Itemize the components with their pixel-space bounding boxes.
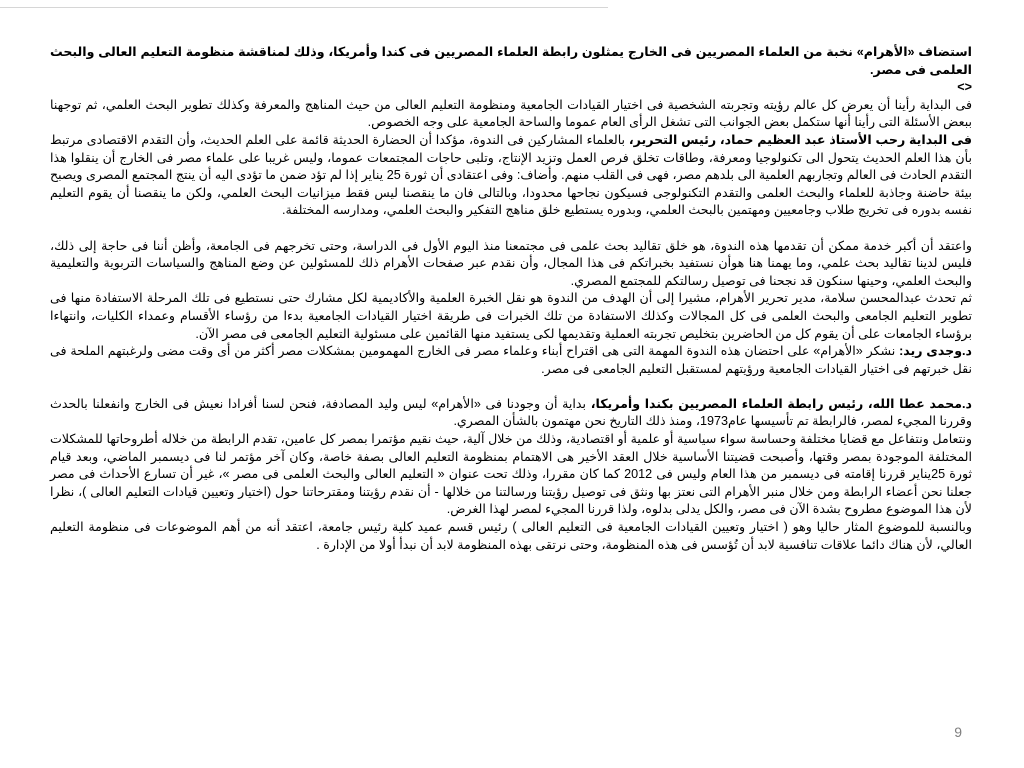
paragraph-service: واعتقد أن أكبر خدمة ممكن أن تقدمها هذه الندوة، هو خلق تقاليد بحث علمى فى مجتمعنا منذ اليوم الأول فى الدراسة، وحتى تخرجهم فى الجامعة، وأظن أننا فى حاجة إلى ذلك، فليس لدينا تقاليد بحث علمي، وما يهمنا هنا هوأن نستفيد بخبراتكم فى هذا المجال، وأن نقدم عبر صفحات الأهرام ذلك للمسئولين عن وضع المناهج والسياسات التربوية والتعليمية والبحث العلمي، وحينها سنكون قد نجحنا فى توصيل رسالتكم للمجتمع المصري. [50,238,972,288]
paragraph-reid [50,343,972,378]
page-number: 9 [954,724,962,740]
paragraph-conference: ونتعامل ونتفاعل مع قضايا مختلفة وحساسة سواء سياسية أو علمية أو اقتصادية، وذلك من خلال آلية، حيث نقيم مؤتمرا بمصر كل عامين، تقدم الرابطة من خلاله أطروحاتها للمشكلات المختلفة الموجودة بمصر وقتها، وأصبحت قضيتنا الأساسية خلال العقد الأخير هى الاهتمام بمنظومة التعليم العالى بصفة خاصة، وكان آخر مؤتمر لنا فى ديسمبر الماضي، وبعد قيام ثورة 25يناير قررنا إقامته فى ديسمبر من هذا العام وليس فى 2012 كما كان مقررا، وذلك تحت عنوان « التعليم العالى والبحث العلمى فى مصر »، غير أن تسارع الأحداث فى مصر جعلنا نحن أعضاء الرابطة ومن خلال منبر الأهرام التى نعتز بها ونثق فى توصيل رؤيتنا ورسالتنا من خلالها - أن نقدم رؤيتنا ومقترحاتنا حول (اختيار وتعيين قيادات التعليم العالى )، نظرا لأن هذا الموضوع مطروح بشدة الآن فى مصر، والكل يدلى بدلوه، ولذا قررنا المجيء لمصر لهذا الغرض. [50,432,972,517]
paragraph-text: نشكر «الأهرام» على احتضان هذه الندوة المهمة التى هى اقتراح أبناء وعلماء مصر فى الخارج المهمومين بمشكلات مصر أكثر من أى وقت مضى ولرغبتهم الملحة فى نقل خبرتهم فى اختيار القيادات الجامعية ورؤيتهم لمستقبل التعليم الجامعى فى مصر. [50,344,972,376]
article-title: استضاف «الأهرام» نخبة من العلماء المصريين فى الخارج يمثلون رابطة العلماء المصريين فى كندا وأمريكا، وذلك لمناقشة منظومة التعليم العالى والبحث العلمى فى مصر. [50,45,972,77]
paragraph-salama: ثم تحدث عبدالمحسن سلامة، مدير تحرير الأهرام، مشيرا إلى أن الهدف من الندوة هو نقل الخبرة العلمية والأكاديمية لكل مشارك حتى نستطيع فى تلك المرحلة الاستفادة منها فى تطوير التعليم الجامعى والبحث العلمى فى كل المجالات وكذلك الاستفادة من تلك الخبرات فى طريقة اختيار القيادات الجامعية بدءا من رؤساء الأقسام وعمداء الكليات، وانتهاءا برؤساء الجامعات على أن يقوم كل من الحاضرين بتخليص تجربته العملية وتقديمها لكى يستفيد منها القائمين على مسئولية التعليم الجامعى فى مصر الآن. [50,291,972,341]
paragraph-text: بالعلماء المشاركين فى الندوة، مؤكدا أن الحضارة الحديثة قائمة على العلم الحديث، وأن التقدم الاقتصادى مرتبط بأن هذا العلم الحديث يتحول الى تكنولوجيا ومعرفة، وطاقات تخلق فرص العمل وتزيد الإنتاج، وتلبى حاجات المجتمعات عموما، وليس غريبا على علماء مصر فى الخارج أن ينقلوا هذا التقدم الحادث فى العالم وتجاربهم العلمية الى بلدهم مصر، فهى فى القلب منهم. وأضاف: وفى اعتقادى أن ثورة 25 يناير إذا لم تؤد ضمن ما تؤدى اليه أن ينتج المجتمع المصرى ويصبح بيئة حاضنة وجاذبة للعلماء والبحث العلمى والتقدم التكنولوجى فسيكون نجاحها محدودا، وبالتالى فان ما ينقصنا ليس فقط ميزانيات البحث العلمي، ولكن ما ينقصنا أن يقوم التعليم نفسه بدوره فى تخريج طلاب وجامعيين ومهتمين بالبحث العلمي، وبدوره يستطيع خلق مناهج التفكير والبحث العلمي، ومدارسه المختلفة. [50,132,972,218]
paragraph-ataallah [50,396,972,431]
paragraph-leadership: وبالنسبة للموضوع المثار حاليا وهو ( اختيار وتعيين القيادات الجامعية فى التعليم العالى ) رئيس قسم عميد كلية رئيس جامعة، اعتقد أنه من أهم الموضوعات فى منظومة التعليم العالي، لأن هناك دائما علاقات تنافسية لابد أن تُؤسس فى هذه المنظومة، وحتى نرتقى بهذه المنظومة لابد أن نبدأ أولا من الإدارة . [50,520,972,552]
paragraph-text: بداية أن وجودنا فى «الأهرام» ليس وليد المصادفة، فنحن لسنا أفرادا نعيش فى الخارج وانفعلنا بالحدث وقررنا المجيء لمصر، فالرابطة تم تأسيسها عام1973، ومنذ ذلك التاريخ نحن مهتمون بالشأن المصري. [50,396,972,429]
slide-body [50,44,972,554]
speaker-lead: د.وجدى ريد: [899,344,972,359]
speaker-lead: فى البداية رحب الأستاذ عبد العظيم حماد، رئيس التحرير، [628,132,972,147]
intro-paragraph: فى البداية رأينا أن يعرض كل عالم رؤيته وتجربته الشخصية فى اختيار القيادات الجامعية ومنظومة التعليم العالى من حيث المناهج والمعرفة وكذلك تطوير البحث العلمي، ثم توجهنا ببعض الأسئلة التى رأينا أنها ستكمل بعض الجوانب التى تشغل الرأى العام عموما والساحة الجامعية على وجه الخصوص. [50,97,972,130]
paragraph-editor-welcome [50,132,972,220]
top-divider-line [0,7,608,8]
speaker-lead: د.محمد عطا الله، رئيس رابطة العلماء المصريين بكندا وأمريكا، [590,396,973,411]
marker-text: <> [957,80,972,95]
